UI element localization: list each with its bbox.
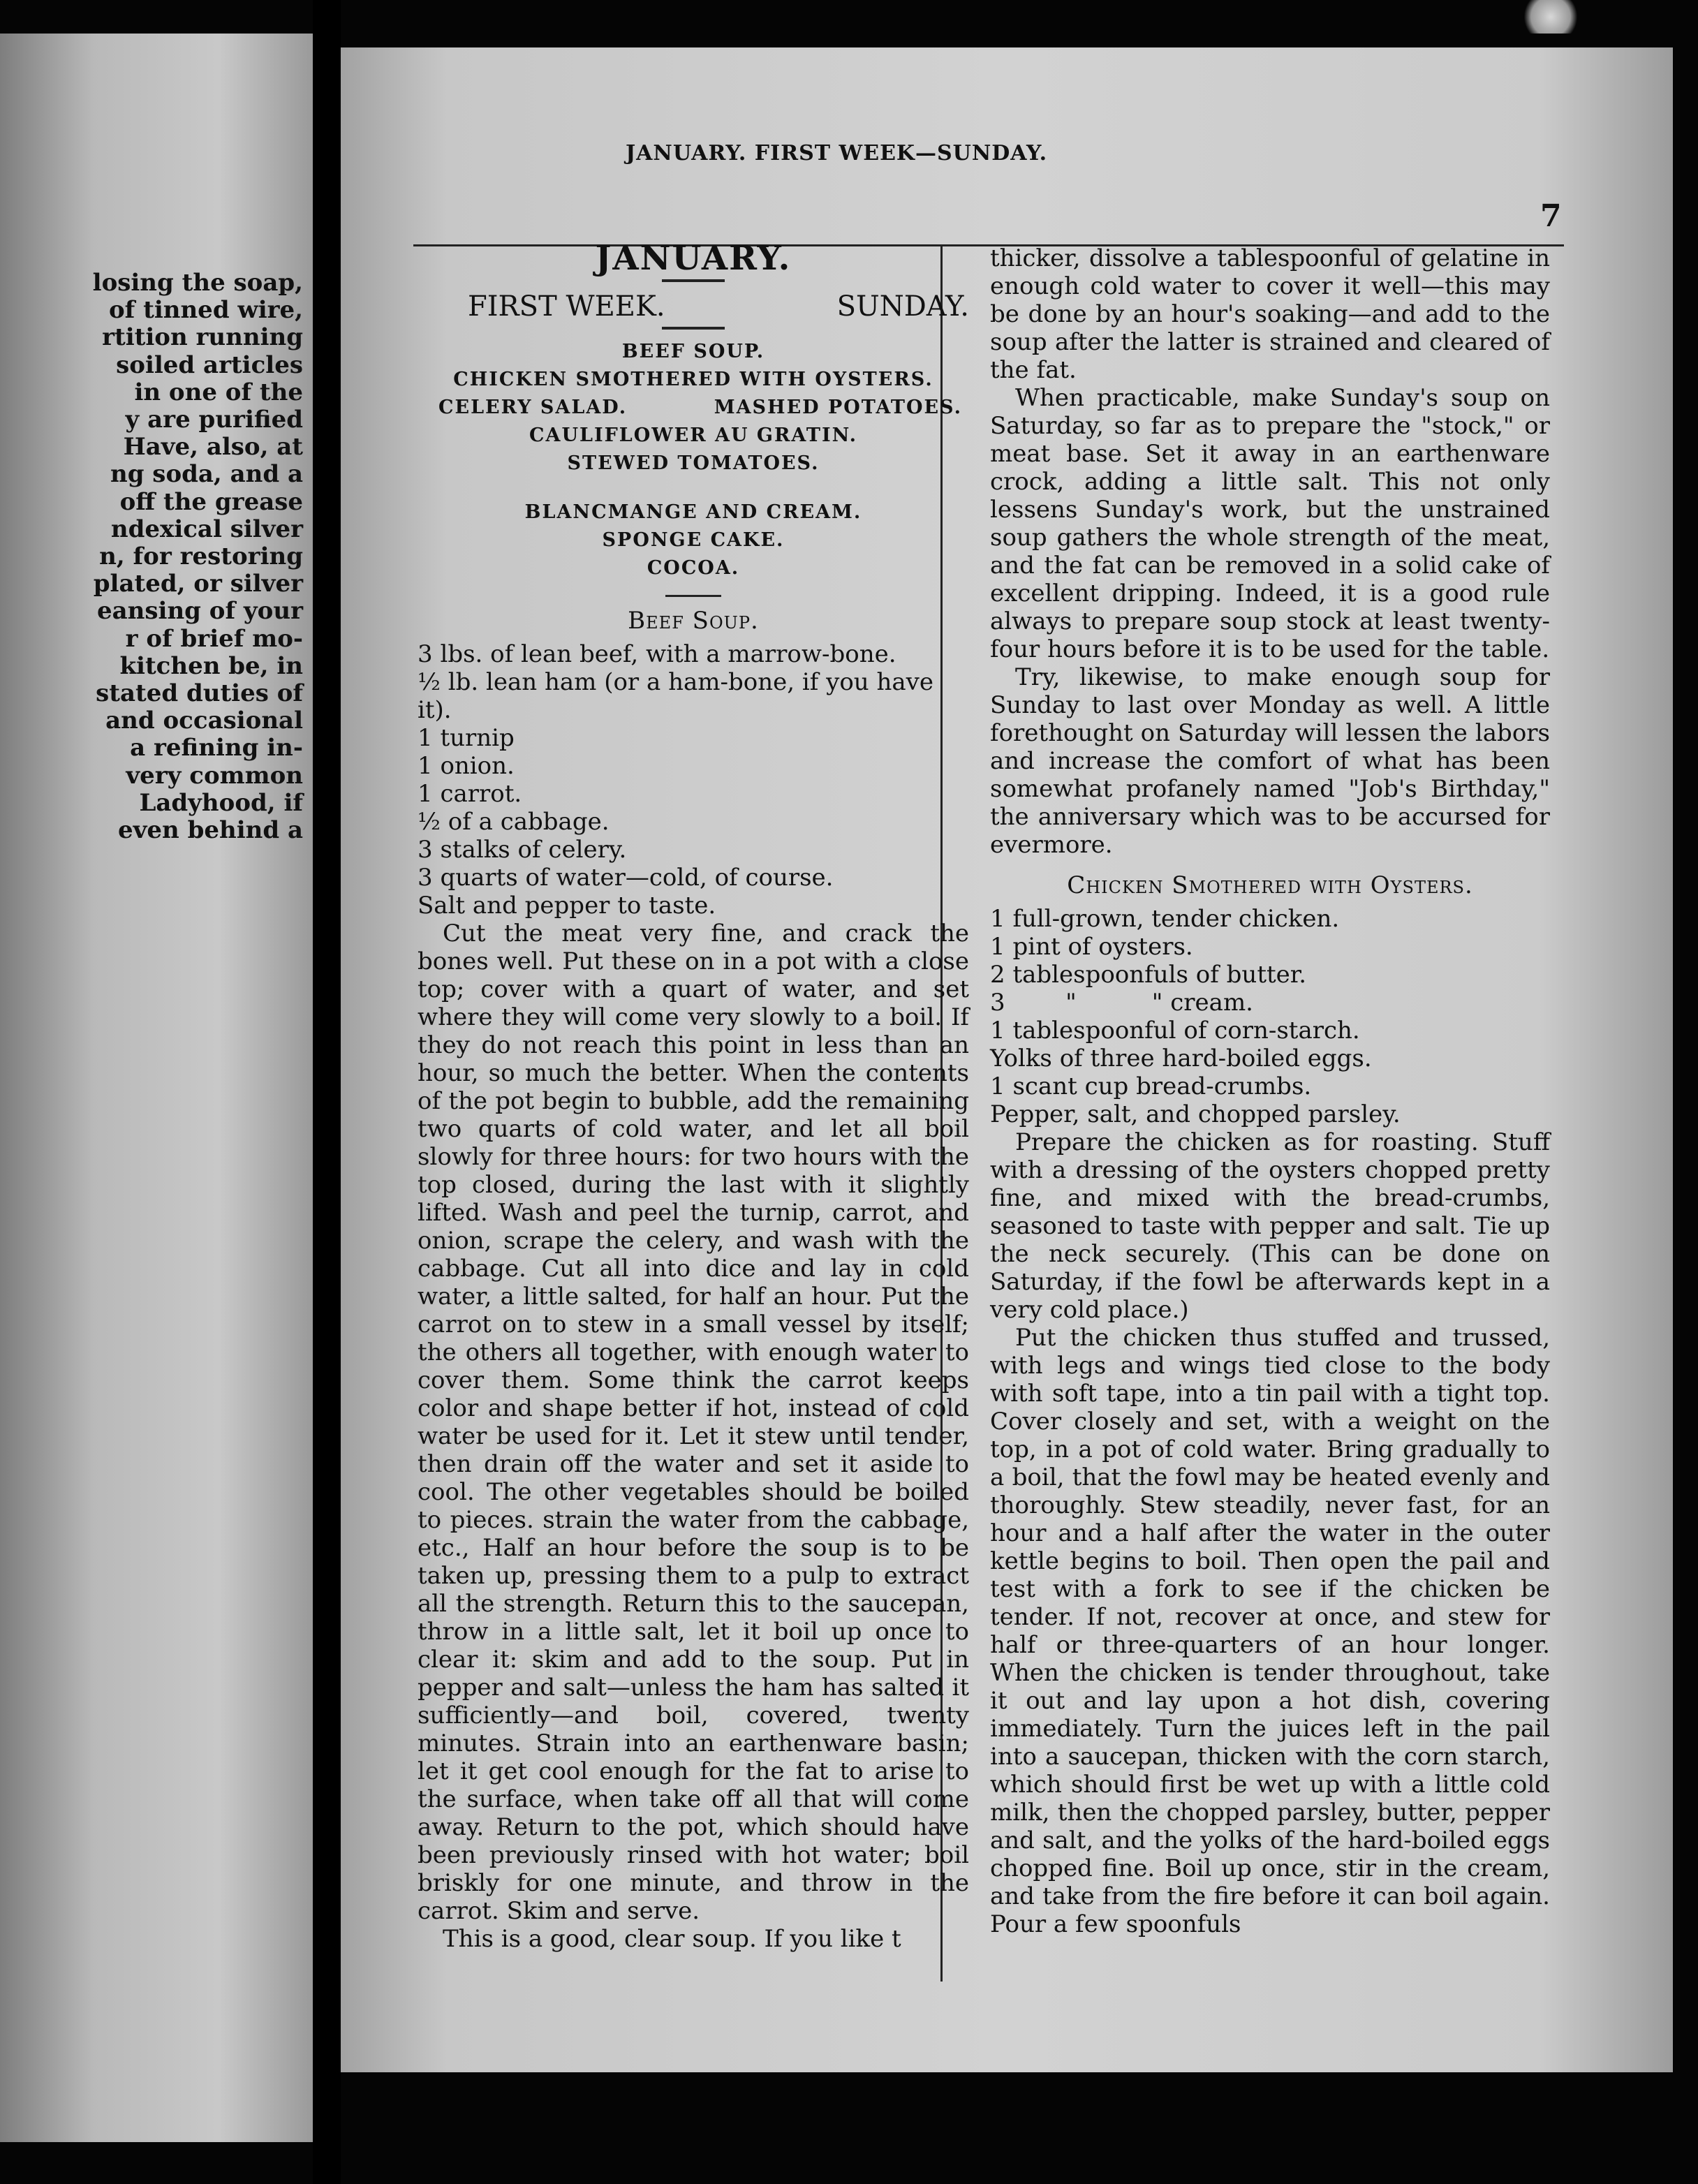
ingredient: 3 stalks of celery. (418, 836, 627, 864)
menu-item: CAULIFLOWER AU GRATIN. (529, 425, 857, 446)
facing-line: in one of the (134, 378, 303, 406)
body-paragraph: Cut the meat very fine, and crack the bones well. Put these on in a pot with a close top; cover with a quart of water, and set where they will come very slowly to a boil. If they do not reach this point in less than an hour, so much the better. When the contents of the pot begin to bubble, add the remaining two quarts of cold water, and let all boil slowly for three hours: for two hours with the top closed, during the last with it slightly lifted. Wash and peel the turnip, carrot, and onion, scrape the celery, and wash with the cabbage. Cut all into dice and lay in cold water, a little salted, for half an hour. Put the carrot on to stew in a small vessel by itself; the others all together, with enough water to cover them. Some think the carrot keeps color and shape better if hot, instead of cold water be used for it. Let it stew until tender, then drain off the water and set it aside to cool. The other vegetables should be boiled to pieces. strain the water from the cabbage, etc., Half an hour before the soup is to be taken up, pressing them to a pulp to extract all the strength. Return this to the saucepan, throw in a little salt, let it boil up once to clear it: skim and add to the soup. Put in pepper and salt—unless the ham has salted it sufficiently—and boil, covered, twenty minutes. Strain into an earthenware basin; let it get cool enough for the fat to arise to the surface, when take off all that will come away. Return to the pot, which should have been previously rinsed with hot water; boil briskly for one minute, and throw in the carrot. Skim and serve. (418, 920, 969, 1925)
menu-rule (665, 595, 721, 597)
body-paragraph: Try, likewise, to make enough soup for Sunday to last over Monday as well. A little forethought on Saturday will lessen the labors and increase the comfort of what has been somewhat profanely named "Job's Birthday," the anniversary which was to be accursed for evermore. (990, 663, 1550, 859)
menu-item: CHICKEN SMOTHERED WITH OYSTERS. (453, 369, 933, 390)
facing-line: plated, or silver (93, 570, 303, 598)
menu-item: CELERY SALAD. (438, 397, 628, 418)
month-title: JANUARY. (595, 239, 792, 278)
ingredient: 1 tablespoonful of corn-starch. (990, 1017, 1360, 1045)
ingredient: Pepper, salt, and chopped parsley. (990, 1100, 1401, 1128)
ingredient-list (990, 905, 1550, 1128)
ingredient: 1 full-grown, tender chicken. (990, 905, 1340, 933)
menu-item: STEWED TOMATOES. (567, 452, 820, 474)
facing-line: y are purified (125, 406, 303, 434)
facing-line: soiled articles (116, 351, 303, 379)
ingredient: 2 tablespoonfuls of butter. (990, 961, 1307, 989)
ingredient: 1 pint of oysters. (990, 933, 1193, 961)
facing-page-text (0, 270, 313, 844)
facing-line: even behind a (118, 816, 303, 845)
recipe-heading: Chicken Smothered with Oysters. (1067, 871, 1473, 899)
ingredient: 1 onion. (418, 752, 515, 780)
day-label: SUNDAY. (836, 290, 969, 323)
facing-line: ndexical silver (110, 515, 303, 543)
facing-line: kitchen be, in (119, 651, 303, 680)
facing-line: and occasional (105, 707, 303, 735)
ingredient: 3 " " cream. (990, 989, 1253, 1017)
menu-item: BLANCMANGE AND CREAM. (524, 501, 862, 523)
week-day-line (418, 290, 969, 323)
facing-line: eansing of your (97, 597, 303, 626)
paper-stain (1519, 0, 1582, 34)
facing-line: of tinned wire, (108, 296, 303, 325)
left-column (418, 236, 969, 1953)
ingredient: 3 quarts of water—cold, of course. (418, 864, 834, 892)
ingredient: it). (418, 696, 452, 724)
facing-line: a refining in- (130, 734, 303, 762)
ingredient: 1 carrot. (418, 780, 522, 808)
menu-item: SPONGE CAKE. (602, 529, 785, 551)
facing-line: n, for restoring (99, 543, 303, 571)
right-column (990, 244, 1550, 1938)
facing-line: losing the soap, (92, 269, 303, 297)
book-spine (313, 0, 341, 2184)
facing-line: Ladyhood, if (139, 788, 303, 817)
menu-gap (418, 478, 969, 499)
menu-row (418, 394, 969, 422)
ingredient: 1 scant cup bread-crumbs. (990, 1072, 1312, 1100)
body-paragraph: When practicable, make Sunday's soup on Saturday, so far as to prepare the "stock," or meat base. Set it away in an earthenware crock, adding a little salt. This not only lessens Sunday's work, but the unstrained soup gathers the whole strength of the meat, and the fat can be removed in a solid cake of excellent dripping. Indeed, it is a good rule always to prepare soup stock at least twenty-four hours before it is to be used for the table. (990, 384, 1550, 663)
title-rule (662, 279, 725, 282)
menu (418, 338, 969, 582)
ingredient: Salt and pepper to taste. (418, 892, 716, 920)
ingredient: 3 lbs. of lean beef, with a marrow-bone. (418, 640, 896, 668)
facing-line: ng soda, and a (110, 460, 303, 489)
subtitle-rule (662, 327, 725, 330)
facing-line: Have, also, at (123, 433, 303, 462)
facing-line: stated duties of (96, 679, 303, 708)
body-paragraph: This is a good, clear soup. If you like t (443, 1925, 901, 1953)
facing-line: rtition running (102, 323, 303, 352)
ingredient: ½ lb. lean ham (or a ham-bone, if you have (418, 668, 933, 696)
ingredient: 1 turnip (418, 724, 515, 752)
recipe-heading: Beef Soup. (628, 607, 759, 635)
facing-line: r of brief mo- (125, 624, 303, 653)
body-paragraph: Prepare the chicken as for roasting. Stuff with a dressing of the oysters chopped pretty fine, and mixed with the bread-crumbs, seasoned to taste with pepper and salt. Tie up the neck securely. (This can be done on Saturday, if the fowl be afterwards kept in a very cold place.) (990, 1128, 1550, 1324)
body-paragraph: Put the chicken thus stuffed and trussed, with legs and wings tied close to the body with soft tape, into a tin pail with a tight top. Cover closely and set, with a weight on the top, in a pot of cold water. Bring gradually to a boil, that the fowl may be heated evenly and thoroughly. Stew steadily, never fast, for an hour and a half after the water in the outer kettle begins to boil. Then open the pail and test with a fork to see if the chicken be tender. If not, recover at once, and stew for half or three-quarters of an hour longer. When the chicken is tender throughout, take it out and lay upon a hot dish, covering immediately. Turn the juices left in the pail into a saucepan, thicken with the corn starch, which should first be wet up with a little cold milk, then the chopped parsley, butter, pepper and salt, and the yolks of the hard-boiled eggs chopped fine. Boil up once, stir in the cream, and take from the fire before it can boil again. Pour a few spoonfuls (990, 1324, 1550, 1938)
menu-item: MASHED POTATOES. (714, 397, 962, 418)
menu-item: BEEF SOUP. (621, 341, 765, 362)
week-label: FIRST WEEK. (468, 290, 665, 323)
facing-line: off the grease (119, 487, 303, 516)
page-number: 7 (1540, 198, 1562, 234)
ingredient-list (418, 640, 969, 920)
facing-line: very common (126, 761, 303, 790)
facing-page (0, 34, 313, 2142)
menu-item: COCOA. (647, 557, 740, 579)
ingredient: ½ of a cabbage. (418, 808, 610, 836)
body-paragraph: thicker, dissolve a tablespoonful of gelatine in enough cold water to cover it well—this may be done by an hour's soaking—and add to the soup after the latter is strained and cleared of the fat. (990, 244, 1550, 384)
ingredient: Yolks of three hard-boiled eggs. (990, 1045, 1372, 1072)
running-head: JANUARY. FIRST WEEK—SUNDAY. (625, 141, 1048, 165)
